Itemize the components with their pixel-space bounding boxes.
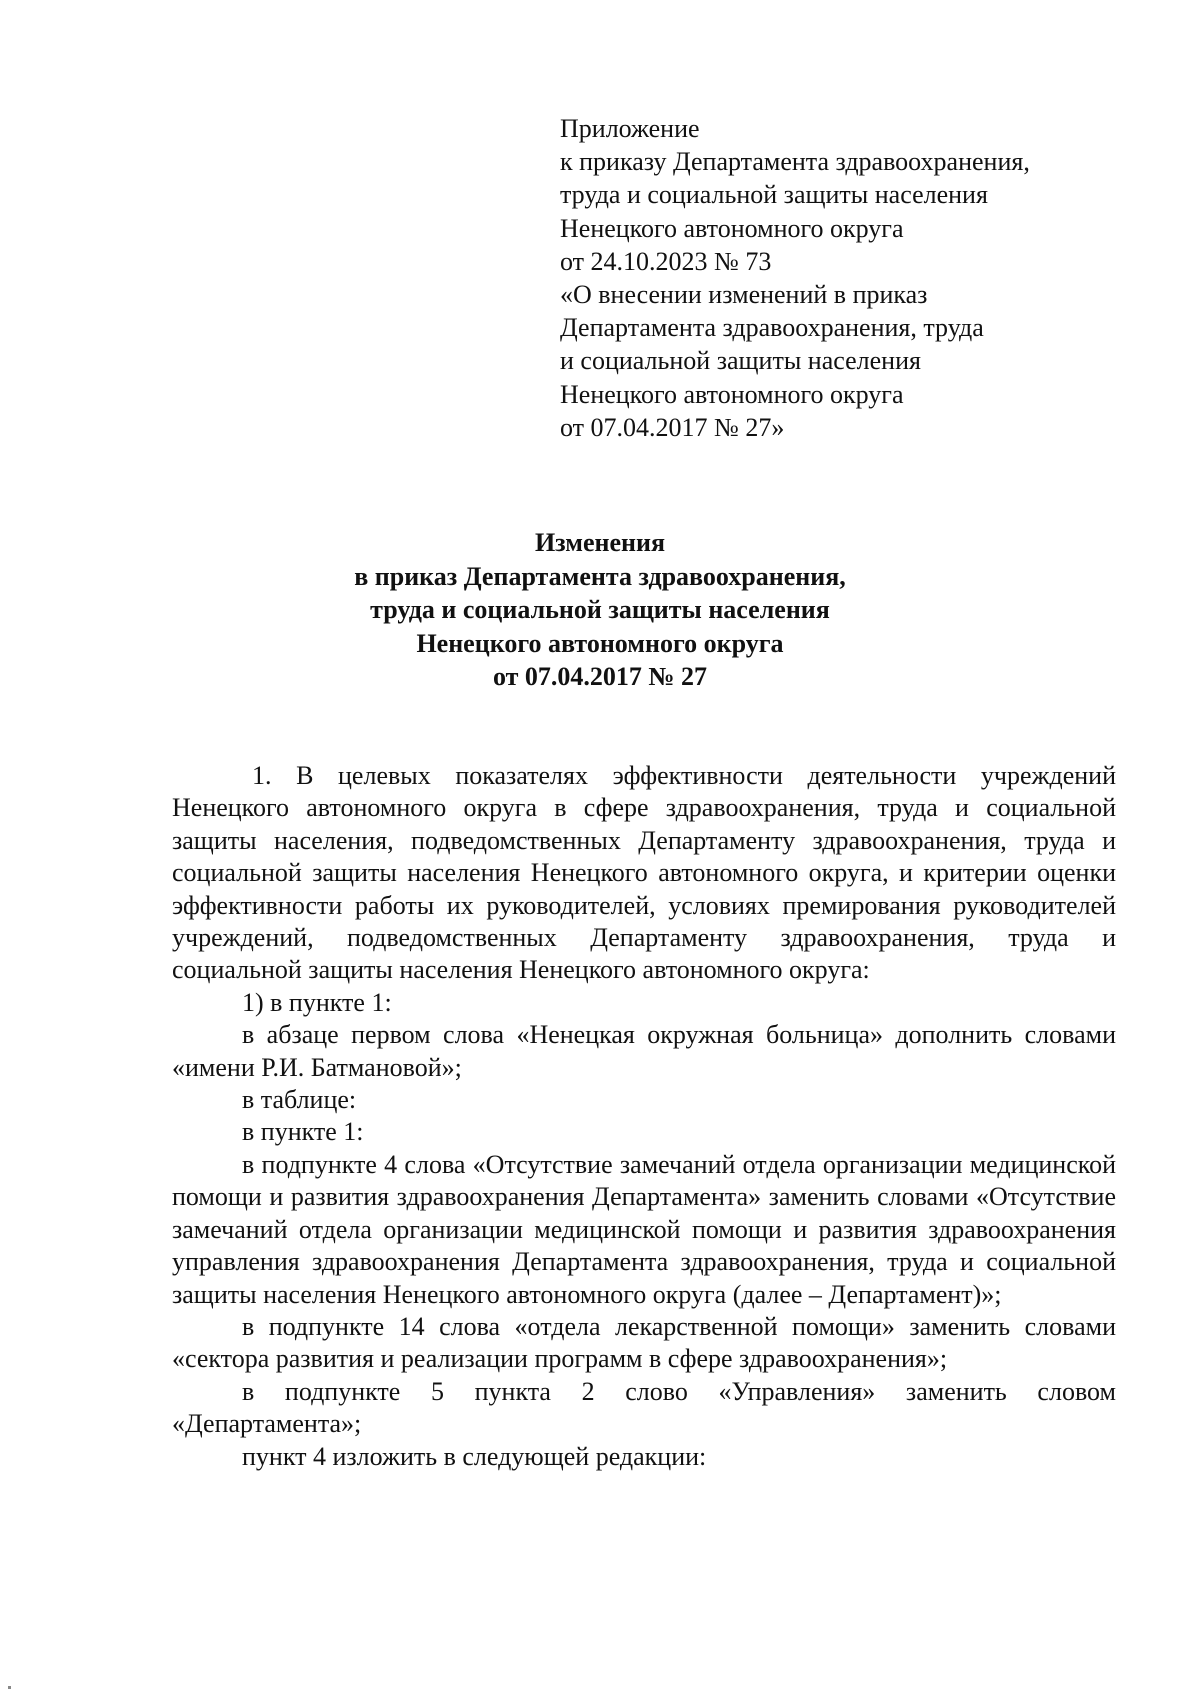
body-paragraph: в подпункте 4 слова «Отсутствие замечаний отдела организации медицинской помощи и развития здравоохранения Департамента» заменить словами «Отсутствие замечаний отдела организации медицинской помощи и развития здравоохранения управления здравоохранения Департамента здравоохранения, труда и социальной защиты населения Ненецкого автономного округа (далее – Департамент)»;	[172, 1149, 1116, 1309]
body-paragraph: в абзаце первом слова «Ненецкая окружная больница» дополнить словами «имени Р.И. Батмановой»;	[172, 1020, 1116, 1082]
title-line: Ненецкого автономного округа	[416, 628, 784, 658]
document-body	[172, 760, 1116, 1473]
body-paragraph: в подпункте 14 слова «отдела лекарственной помощи» заменить словами «сектора развития и реализации программ в сфере здравоохранения»;	[172, 1311, 1116, 1374]
appendix-block	[560, 112, 1120, 444]
title-line: в приказ Департамента здравоохранения,	[354, 561, 846, 591]
appendix-line: Ненецкого автономного округа	[560, 213, 904, 243]
appendix-line: от 24.10.2023 № 73	[560, 246, 772, 276]
appendix-line: «О внесении изменений в приказ	[560, 280, 928, 310]
appendix-line: Ненецкого автономного округа	[560, 379, 904, 409]
title-line: труда и социальной защиты населения	[370, 595, 830, 624]
body-paragraph: пункт 4 изложить в следующей редакции:	[242, 1441, 707, 1471]
appendix-line: Департамента здравоохранения, труда	[560, 313, 984, 343]
title-line: Изменения	[534, 528, 666, 557]
scan-speck	[8, 1686, 11, 1689]
appendix-line: труда и социальной защиты населения	[560, 180, 988, 210]
appendix-line: от 07.04.2017 № 27»	[560, 412, 785, 442]
body-paragraph: 1. В целевых показателях эффективности деятельности учреждений Ненецкого автономного округа в сфере здравоохранения, труда и социальной защиты населения, подведомственных Департаменту здравоохранения, труда и социальной защиты населения Ненецкого автономного округа, и критерии оценки эффективности работы их руководителей, условиях премирования руководителей учреждений, подведомственных Департаменту здравоохранения, труда и социальной защиты населения Ненецкого автономного округа:	[172, 761, 1116, 985]
document-title	[300, 526, 900, 694]
appendix-line: и социальной защиты населения	[560, 346, 921, 376]
body-paragraph: 1) в пункте 1:	[242, 987, 392, 1017]
body-paragraph: в подпункте 5 пункта 2 слово «Управления» заменить словом «Департамента»;	[172, 1376, 1116, 1439]
body-paragraph: в пункте 1:	[242, 1117, 364, 1147]
appendix-line: Приложение	[560, 114, 700, 143]
title-line: от 07.04.2017 № 27	[492, 662, 708, 691]
body-paragraph: в таблице:	[242, 1085, 357, 1115]
appendix-line: к приказу Департамента здравоохранения,	[560, 147, 1030, 177]
